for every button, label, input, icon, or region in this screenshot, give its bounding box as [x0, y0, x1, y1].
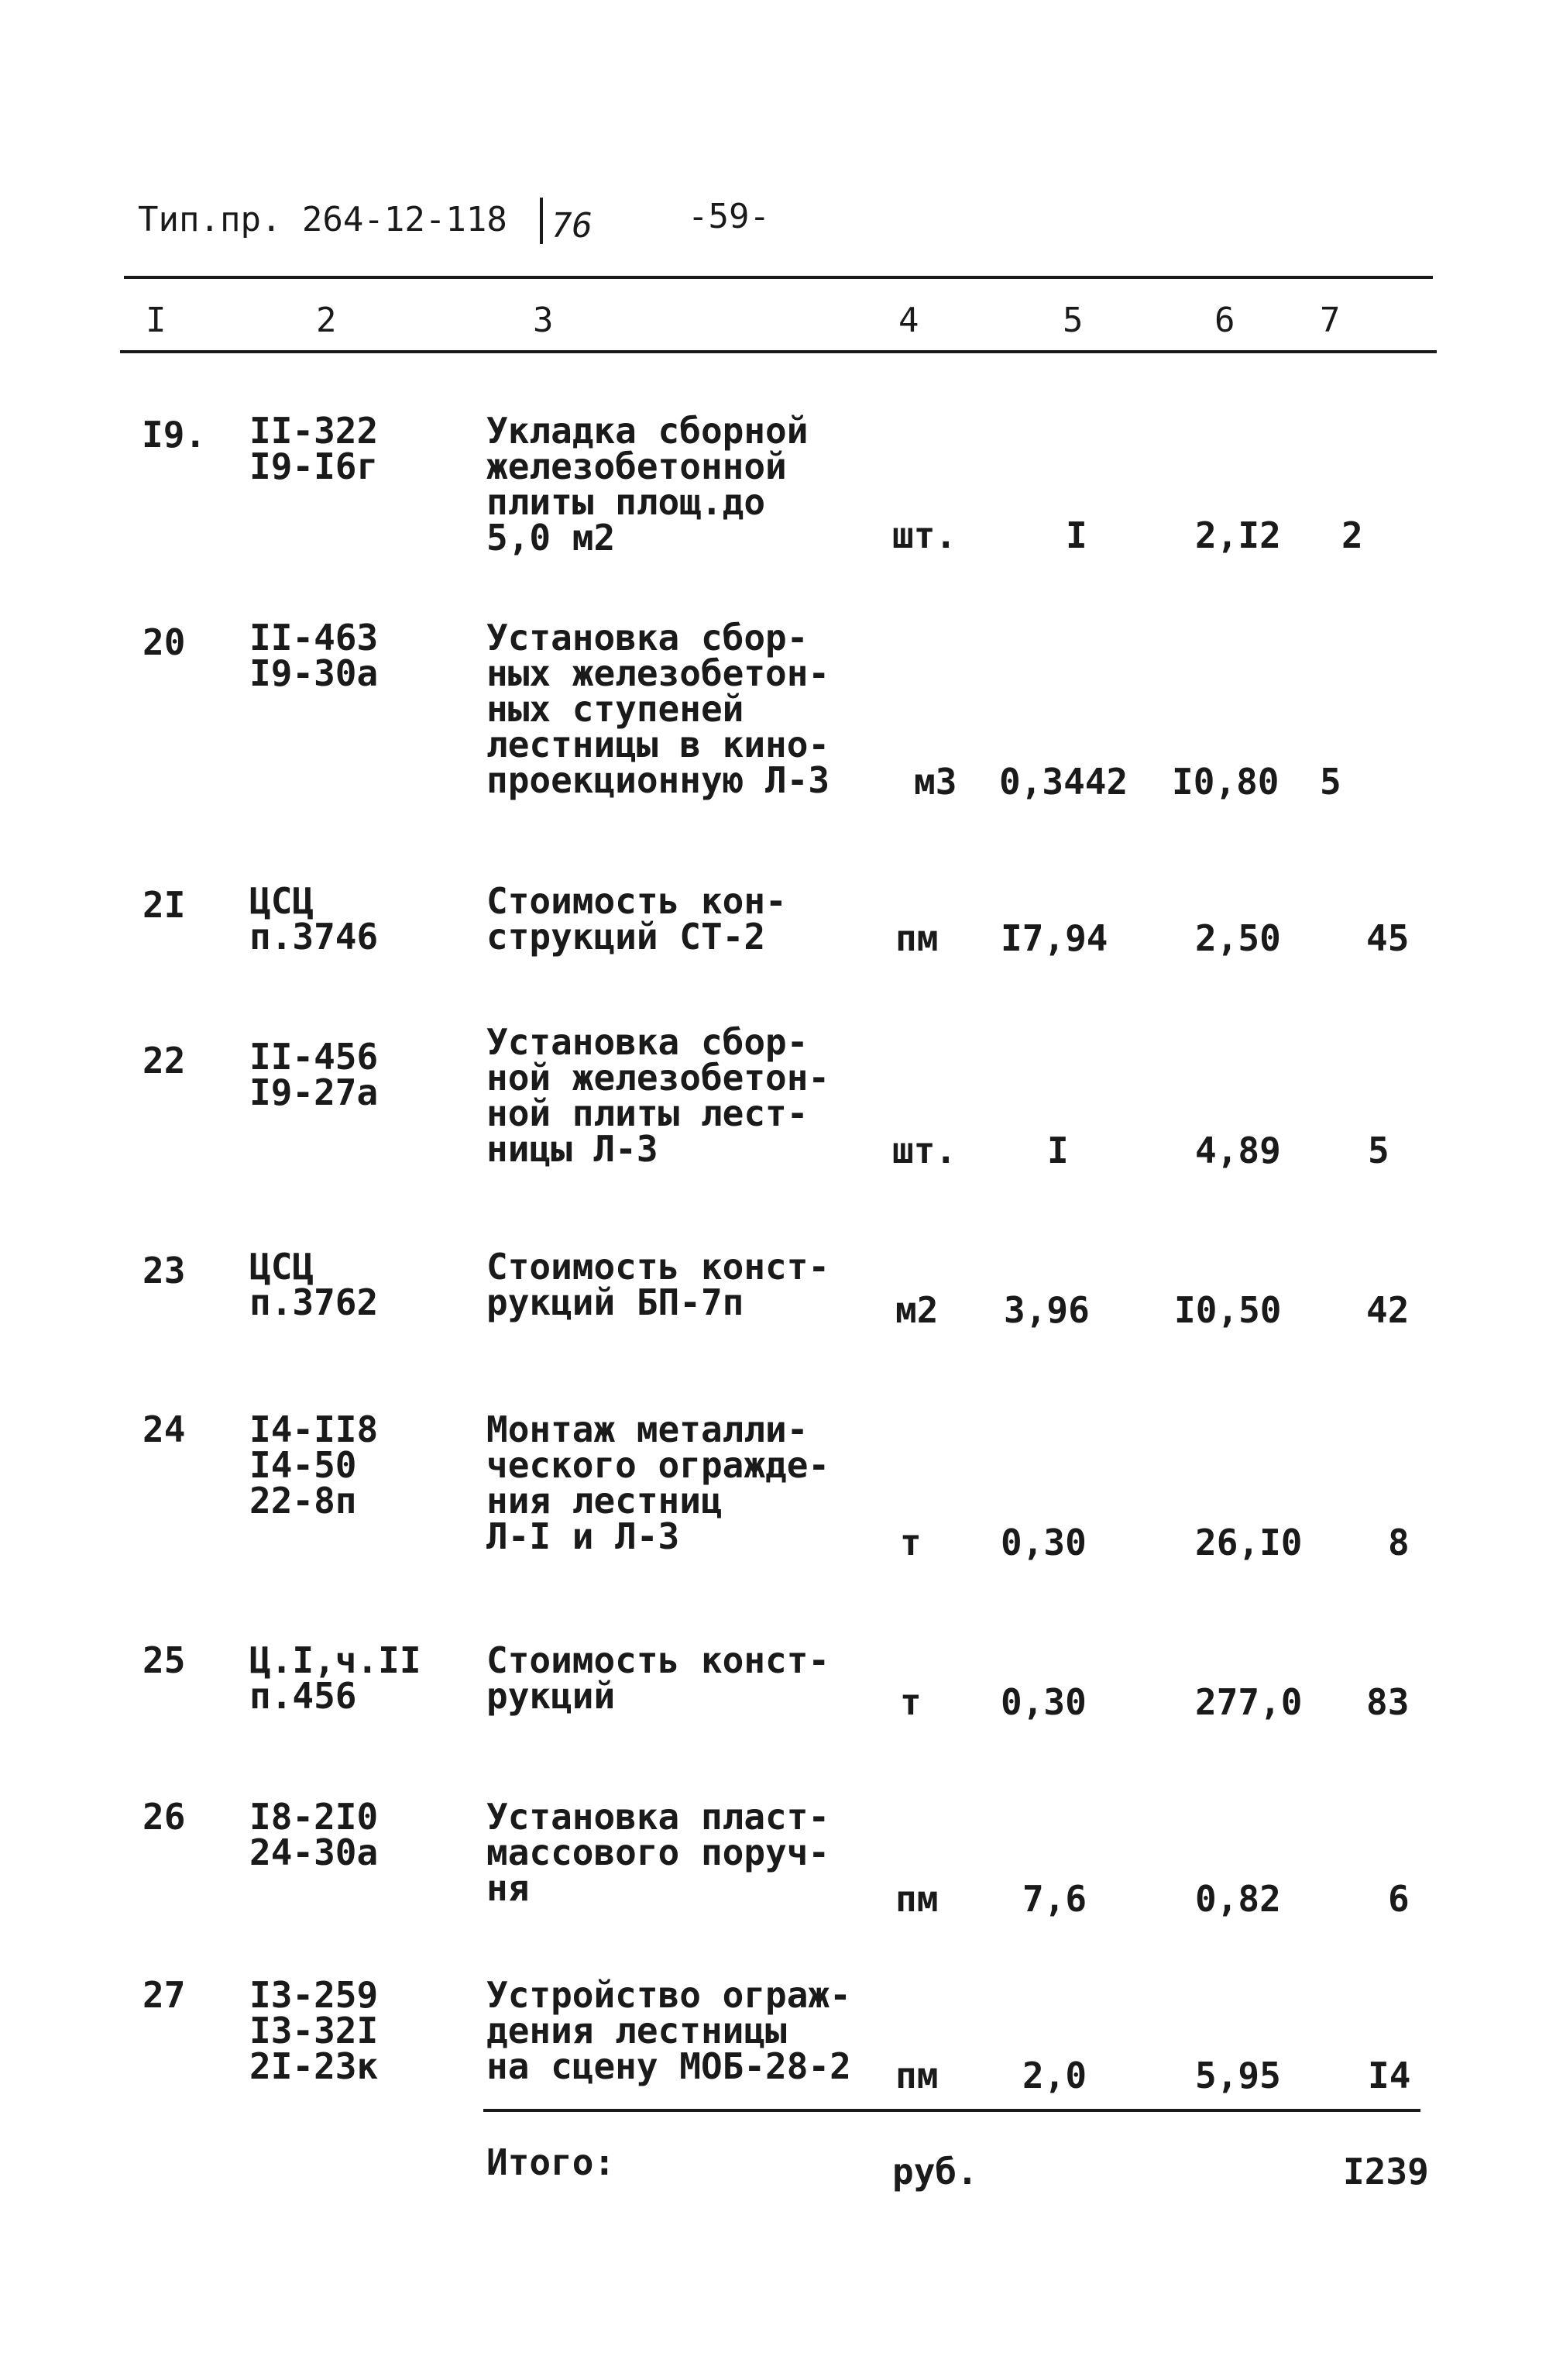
row-quantity: 0,30	[1001, 1681, 1087, 1723]
table-header-bottom-rule	[120, 350, 1437, 353]
row-total: 42	[1366, 1289, 1410, 1331]
row-total: 8	[1388, 1522, 1410, 1563]
row-description: Устройство ограж- дения лестницы на сцену МОБ-28-2	[486, 1974, 851, 2087]
row-code: I4-II8 I4-50 22-8п	[249, 1408, 379, 1522]
row-quantity: 2,0	[1022, 2055, 1087, 2096]
row-total: 6	[1388, 1878, 1410, 1920]
row-quantity: I	[1066, 514, 1087, 556]
row-total: 45	[1366, 917, 1410, 959]
row-description: Укладка сборной железобетонной плиты площ.до 5,0 м2	[486, 410, 809, 559]
row-price: 26,I0	[1195, 1522, 1303, 1563]
row-code: I3-259 I3-32I 2I-23к	[249, 1974, 379, 2087]
row-price: 277,0	[1195, 1681, 1303, 1723]
column-header-7: 7	[1320, 301, 1341, 340]
row-code: II-456 I9-27а	[249, 1036, 379, 1113]
row-number: 20	[143, 621, 186, 663]
row-unit: м3	[914, 761, 957, 803]
row-total: 83	[1366, 1681, 1410, 1723]
row-code: II-322 I9-I6г	[249, 410, 379, 487]
reference-separator	[540, 198, 543, 244]
summary-total: I239	[1343, 2151, 1429, 2193]
row-total: 5	[1368, 1130, 1389, 1171]
row-description: Монтаж металли- ческого огражде- ния лестниц Л-I и Л-3	[486, 1408, 830, 1557]
row-unit: пм	[895, 1878, 939, 1920]
document-reference: Тип.пр. 264-12-118	[138, 200, 507, 239]
row-quantity: 3,96	[1004, 1289, 1090, 1331]
column-header-6: 6	[1214, 301, 1235, 340]
row-code: Ц.I,ч.II п.456	[249, 1639, 421, 1717]
row-quantity: I	[1047, 1130, 1069, 1171]
summary-unit: руб.	[892, 2151, 978, 2193]
row-number: 24	[143, 1408, 186, 1450]
row-number: 25	[143, 1639, 186, 1681]
row-description: Установка пласт- массового поруч- ня	[486, 1796, 830, 1909]
row-total: 5	[1320, 761, 1341, 803]
row-code: ЦСЦ п.3762	[249, 1246, 379, 1323]
row-number: 27	[143, 1974, 186, 2016]
table-top-rule	[124, 276, 1433, 279]
column-header-2: 2	[316, 301, 337, 340]
row-price: 5,95	[1195, 2055, 1281, 2096]
page-number: -59-	[688, 197, 770, 236]
row-price: I0,50	[1174, 1289, 1282, 1331]
row-unit: пм	[895, 917, 939, 959]
row-quantity: 0,30	[1001, 1522, 1087, 1563]
row-code: I8-2I0 24-30а	[249, 1796, 379, 1873]
row-number: 26	[143, 1796, 186, 1838]
column-header-4: 4	[898, 301, 919, 340]
row-price: 0,82	[1195, 1878, 1281, 1920]
row-unit: м2	[895, 1289, 939, 1331]
row-number: 22	[143, 1040, 186, 1082]
column-header-5: 5	[1063, 301, 1084, 340]
row-price: I0,80	[1172, 761, 1279, 803]
row-price: 4,89	[1195, 1130, 1281, 1171]
row-unit: т	[900, 1681, 922, 1723]
row-code: II-463 I9-30а	[249, 617, 379, 694]
column-header-3: 3	[533, 301, 554, 340]
row-total: 2	[1341, 514, 1363, 556]
row-description: Установка сбор- ной железобетон- ной плиты лест- ницы Л-3	[486, 1021, 830, 1170]
summary-rule	[483, 2109, 1420, 2112]
row-code: ЦСЦ п.3746	[249, 880, 379, 958]
row-number: I9.	[142, 414, 207, 456]
row-price: 2,50	[1195, 917, 1281, 959]
row-description: Стоимость конст- рукций БП-7п	[486, 1246, 830, 1323]
row-quantity: I7,94	[1001, 917, 1108, 959]
row-number: 2I	[143, 884, 186, 926]
row-unit: шт.	[892, 514, 957, 556]
row-price: 2,I2	[1195, 514, 1281, 556]
row-total: I4	[1368, 2055, 1411, 2096]
column-header-1: I	[146, 301, 167, 340]
document-reference-suffix: 76	[551, 206, 593, 246]
summary-label: Итого:	[486, 2141, 616, 2183]
row-description: Стоимость конст- рукций	[486, 1639, 830, 1717]
row-unit: пм	[895, 2055, 939, 2096]
row-number: 23	[143, 1250, 186, 1291]
row-quantity: 7,6	[1022, 1878, 1087, 1920]
row-description: Установка сбор- ных железобетон- ных ступеней лестницы в кино- проекционную Л-3	[486, 617, 830, 801]
row-unit: шт.	[892, 1130, 957, 1171]
row-quantity: 0,3442	[999, 761, 1128, 803]
row-unit: т	[900, 1522, 922, 1563]
row-description: Стоимость кон- струкций СТ-2	[486, 880, 787, 958]
